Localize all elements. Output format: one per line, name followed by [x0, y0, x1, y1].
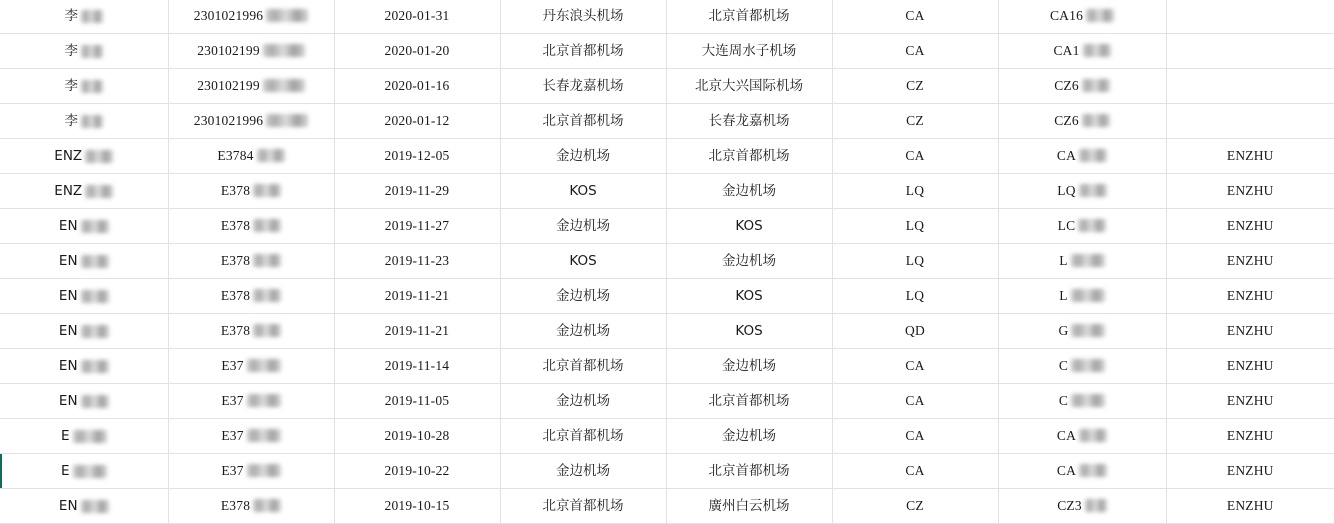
cell-flight-number: L: [998, 244, 1166, 279]
cell-airline-code: LQ: [832, 244, 998, 279]
redaction-block: [81, 80, 103, 93]
cell-airline-code: CA: [832, 349, 998, 384]
redaction-block: [1079, 184, 1107, 197]
redaction-block: [1079, 429, 1107, 442]
cell-date: 2019-11-21: [334, 279, 500, 314]
cell-id-number: E378: [168, 209, 334, 244]
cell-departure-airport: 北京首都机场: [500, 489, 666, 524]
cell-operator: ENZHU: [1166, 279, 1334, 314]
cell-id-number: 230102199: [168, 69, 334, 104]
cell-flight-number: CZ3: [998, 489, 1166, 524]
redaction-block: [253, 289, 281, 302]
cell-date: 2019-11-23: [334, 244, 500, 279]
cell-date: 2020-01-12: [334, 104, 500, 139]
cell-id-number: E378: [168, 314, 334, 349]
redaction-block: [81, 45, 103, 58]
redaction-block: [247, 464, 281, 477]
redaction-block: [266, 114, 308, 127]
redaction-block: [253, 184, 281, 197]
redaction-block: [85, 150, 113, 163]
cell-passenger: EN: [0, 349, 168, 384]
redaction-block: [1079, 149, 1107, 162]
redaction-block: [1082, 79, 1110, 92]
cell-passenger: 李: [0, 0, 168, 34]
cell-passenger: ENZ: [0, 174, 168, 209]
redaction-block: [81, 500, 109, 513]
cell-flight-number: C: [998, 384, 1166, 419]
cell-date: 2019-12-05: [334, 139, 500, 174]
cell-operator: ENZHU: [1166, 209, 1334, 244]
cell-passenger: EN: [0, 279, 168, 314]
cell-passenger: EN: [0, 489, 168, 524]
cell-date: 2019-11-27: [334, 209, 500, 244]
cell-departure-airport: 丹东浪头机场: [500, 0, 666, 34]
cell-passenger: EN: [0, 384, 168, 419]
cell-passenger: 李: [0, 69, 168, 104]
cell-departure-airport: 金边机场: [500, 279, 666, 314]
cell-operator: ENZHU: [1166, 349, 1334, 384]
cell-passenger: ENZ: [0, 139, 168, 174]
redaction-block: [1083, 44, 1111, 57]
table-row[interactable]: [0, 104, 1334, 139]
cell-airline-code: CA: [832, 34, 998, 69]
cell-departure-airport: 金边机场: [500, 384, 666, 419]
redaction-block: [81, 220, 109, 233]
cell-flight-number: CA: [998, 139, 1166, 174]
cell-departure-airport: 金边机场: [500, 454, 666, 489]
cell-arrival-airport: 北京首都机场: [666, 139, 832, 174]
table-row[interactable]: [0, 419, 1334, 454]
cell-departure-airport: 长春龙嘉机场: [500, 69, 666, 104]
cell-arrival-airport: KOS: [666, 314, 832, 349]
cell-operator: ENZHU: [1166, 244, 1334, 279]
cell-departure-airport: 金边机场: [500, 314, 666, 349]
redaction-block: [73, 430, 107, 443]
cell-arrival-airport: 金边机场: [666, 174, 832, 209]
redaction-block: [253, 219, 281, 232]
cell-date: 2019-11-05: [334, 384, 500, 419]
redaction-block: [81, 255, 109, 268]
cell-id-number: E37: [168, 454, 334, 489]
cell-date: 2019-10-28: [334, 419, 500, 454]
redaction-block: [81, 395, 109, 408]
table-row[interactable]: [0, 454, 1334, 489]
cell-operator: ENZHU: [1166, 419, 1334, 454]
cell-flight-number: CA: [998, 419, 1166, 454]
cell-id-number: E378: [168, 174, 334, 209]
table-row[interactable]: [0, 489, 1334, 524]
cell-departure-airport: 金边机场: [500, 209, 666, 244]
redaction-block: [1071, 289, 1105, 302]
cell-passenger: EN: [0, 244, 168, 279]
cell-arrival-airport: 廣州白云机场: [666, 489, 832, 524]
cell-id-number: 230102199: [168, 34, 334, 69]
cell-date: 2019-10-22: [334, 454, 500, 489]
cell-date: 2019-11-21: [334, 314, 500, 349]
redaction-block: [81, 360, 109, 373]
cell-date: 2019-11-29: [334, 174, 500, 209]
cell-operator: [1166, 104, 1334, 139]
table-row[interactable]: [0, 384, 1334, 419]
cell-airline-code: LQ: [832, 209, 998, 244]
cell-departure-airport: 北京首都机场: [500, 34, 666, 69]
redaction-block: [1071, 359, 1105, 372]
redaction-block: [1078, 219, 1106, 232]
cell-flight-number: CA16: [998, 0, 1166, 34]
cell-airline-code: LQ: [832, 279, 998, 314]
table-row[interactable]: [0, 34, 1334, 69]
cell-airline-code: CZ: [832, 69, 998, 104]
cell-operator: [1166, 34, 1334, 69]
redaction-block: [81, 115, 103, 128]
redaction-block: [85, 185, 113, 198]
cell-airline-code: CZ: [832, 489, 998, 524]
cell-arrival-airport: 长春龙嘉机场: [666, 104, 832, 139]
cell-departure-airport: 北京首都机场: [500, 349, 666, 384]
cell-arrival-airport: 北京大兴国际机场: [666, 69, 832, 104]
table-row[interactable]: [0, 0, 1334, 34]
table-row[interactable]: [0, 244, 1334, 279]
cell-passenger: EN: [0, 209, 168, 244]
cell-id-number: 2301021996: [168, 0, 334, 34]
cell-operator: ENZHU: [1166, 489, 1334, 524]
redaction-block: [247, 359, 281, 372]
cell-id-number: E378: [168, 489, 334, 524]
cell-flight-number: G: [998, 314, 1166, 349]
table-row[interactable]: [0, 279, 1334, 314]
cell-flight-number: CA1: [998, 34, 1166, 69]
cell-operator: [1166, 69, 1334, 104]
cell-date: 2019-11-14: [334, 349, 500, 384]
redaction-block: [247, 429, 281, 442]
cell-date: 2019-10-15: [334, 489, 500, 524]
redaction-block: [1082, 114, 1110, 127]
cell-airline-code: CA: [832, 419, 998, 454]
cell-operator: ENZHU: [1166, 139, 1334, 174]
cell-arrival-airport: 大连周水子机场: [666, 34, 832, 69]
cell-id-number: E378: [168, 244, 334, 279]
redaction-block: [81, 10, 103, 23]
cell-passenger: E: [0, 454, 168, 489]
cell-arrival-airport: 金边机场: [666, 419, 832, 454]
cell-passenger: E: [0, 419, 168, 454]
redaction-block: [81, 325, 109, 338]
cell-flight-number: CZ6: [998, 104, 1166, 139]
cell-departure-airport: KOS: [500, 174, 666, 209]
cell-departure-airport: 北京首都机场: [500, 104, 666, 139]
cell-flight-number: C: [998, 349, 1166, 384]
redaction-block: [266, 9, 308, 22]
cell-arrival-airport: 金边机场: [666, 244, 832, 279]
cell-flight-number: L: [998, 279, 1166, 314]
redaction-block: [73, 465, 107, 478]
cell-date: 2020-01-16: [334, 69, 500, 104]
table-row[interactable]: [0, 174, 1334, 209]
cell-departure-airport: KOS: [500, 244, 666, 279]
cell-date: 2020-01-20: [334, 34, 500, 69]
redaction-block: [1085, 499, 1107, 512]
cell-arrival-airport: 北京首都机场: [666, 454, 832, 489]
cell-departure-airport: 北京首都机场: [500, 419, 666, 454]
redaction-block: [81, 290, 109, 303]
cell-operator: ENZHU: [1166, 174, 1334, 209]
redaction-block: [253, 324, 281, 337]
cell-arrival-airport: KOS: [666, 279, 832, 314]
cell-airline-code: QD: [832, 314, 998, 349]
cell-airline-code: CZ: [832, 104, 998, 139]
cell-airline-code: LQ: [832, 174, 998, 209]
table-row[interactable]: [0, 69, 1334, 104]
redaction-block: [263, 79, 305, 92]
cell-operator: ENZHU: [1166, 454, 1334, 489]
redaction-block: [1071, 324, 1105, 337]
table-row[interactable]: [0, 349, 1334, 384]
redaction-block: [1079, 464, 1107, 477]
cell-flight-number: LC: [998, 209, 1166, 244]
cell-id-number: 2301021996: [168, 104, 334, 139]
redaction-block: [253, 254, 281, 267]
cell-id-number: E378: [168, 279, 334, 314]
cell-airline-code: CA: [832, 139, 998, 174]
cell-id-number: E37: [168, 384, 334, 419]
table-row[interactable]: [0, 209, 1334, 244]
cell-flight-number: LQ: [998, 174, 1166, 209]
cell-operator: [1166, 0, 1334, 34]
redaction-block: [263, 44, 305, 57]
cell-airline-code: CA: [832, 0, 998, 34]
cell-id-number: E37: [168, 419, 334, 454]
redaction-block: [1086, 9, 1114, 22]
redaction-block: [247, 394, 281, 407]
cell-date: 2020-01-31: [334, 0, 500, 34]
cell-departure-airport: 金边机场: [500, 139, 666, 174]
cell-passenger: 李: [0, 104, 168, 139]
cell-arrival-airport: 北京首都机场: [666, 384, 832, 419]
cell-airline-code: CA: [832, 454, 998, 489]
cell-id-number: E3784: [168, 139, 334, 174]
cell-arrival-airport: 金边机场: [666, 349, 832, 384]
cell-operator: ENZHU: [1166, 384, 1334, 419]
cell-flight-number: CZ6: [998, 69, 1166, 104]
cell-passenger: 李: [0, 34, 168, 69]
cell-id-number: E37: [168, 349, 334, 384]
table-row[interactable]: [0, 139, 1334, 174]
redaction-block: [1071, 394, 1105, 407]
cell-operator: ENZHU: [1166, 314, 1334, 349]
cell-passenger: EN: [0, 314, 168, 349]
cell-flight-number: CA: [998, 454, 1166, 489]
table-row[interactable]: [0, 314, 1334, 349]
cell-airline-code: CA: [832, 384, 998, 419]
cell-arrival-airport: KOS: [666, 209, 832, 244]
redaction-block: [1071, 254, 1105, 267]
redaction-block: [253, 499, 281, 512]
redaction-block: [257, 149, 285, 162]
cell-arrival-airport: 北京首都机场: [666, 0, 832, 34]
